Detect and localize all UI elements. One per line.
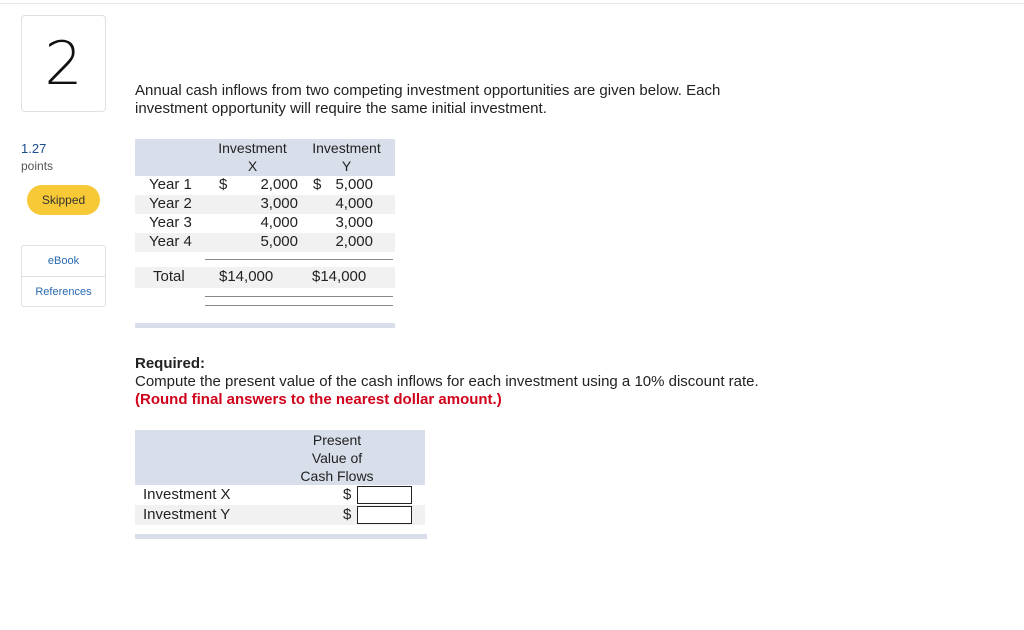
table-footer-bar	[135, 323, 395, 328]
required-text: Compute the present value of the cash inflows for each investment using a 10% discount rate. (Round final answers to the nearest dollar amount.)	[135, 373, 759, 408]
points-label: points	[21, 159, 54, 173]
status-badge: Skipped	[27, 185, 100, 215]
question-number-box	[21, 15, 106, 112]
total-rule-double-2	[205, 305, 393, 306]
top-divider	[0, 3, 1024, 4]
question-intro: Annual cash inflows from two competing investment opportunities are given below. Each investment opportunity will require the same initial investment.	[135, 82, 721, 117]
question-number: 2	[44, 28, 83, 99]
table-row: Year 2 3,000 4,000	[135, 195, 395, 214]
rounding-note: (Round final answers to the nearest dollar amount.)	[135, 391, 502, 408]
investment-x-pv-input[interactable]	[357, 486, 412, 504]
present-value-table	[135, 430, 425, 525]
investment-y-pv-input[interactable]	[357, 506, 412, 524]
references-link[interactable]: References	[22, 276, 105, 306]
required-title: Required:	[135, 355, 206, 372]
resource-links	[21, 245, 106, 307]
answer-footer-bar	[135, 534, 427, 539]
ebook-link[interactable]: eBook	[47, 255, 80, 267]
points-value: 1.27	[21, 141, 47, 156]
cash-inflow-table	[135, 139, 395, 285]
total-row: Total $14,000 $14,000	[135, 267, 395, 288]
header-investment-y: Investment Y	[312, 140, 381, 174]
total-rule-top	[205, 259, 393, 260]
answer-row-investment-x: Investment X $	[135, 485, 425, 505]
present-value-header: Present Value of Cash Flows	[300, 432, 374, 484]
table-row: Year 4 5,000 2,000	[135, 233, 395, 252]
answer-header	[135, 430, 425, 485]
header-investment-x: Investment X	[218, 140, 287, 174]
total-rule-double-1	[205, 296, 393, 297]
table-row: Year 3 4,000 3,000	[149, 214, 373, 231]
answer-row-investment-y: Investment Y $	[135, 505, 425, 525]
table-row: Year 1 $ 2,000 $ 5,000	[149, 176, 373, 193]
table-header	[135, 139, 395, 176]
